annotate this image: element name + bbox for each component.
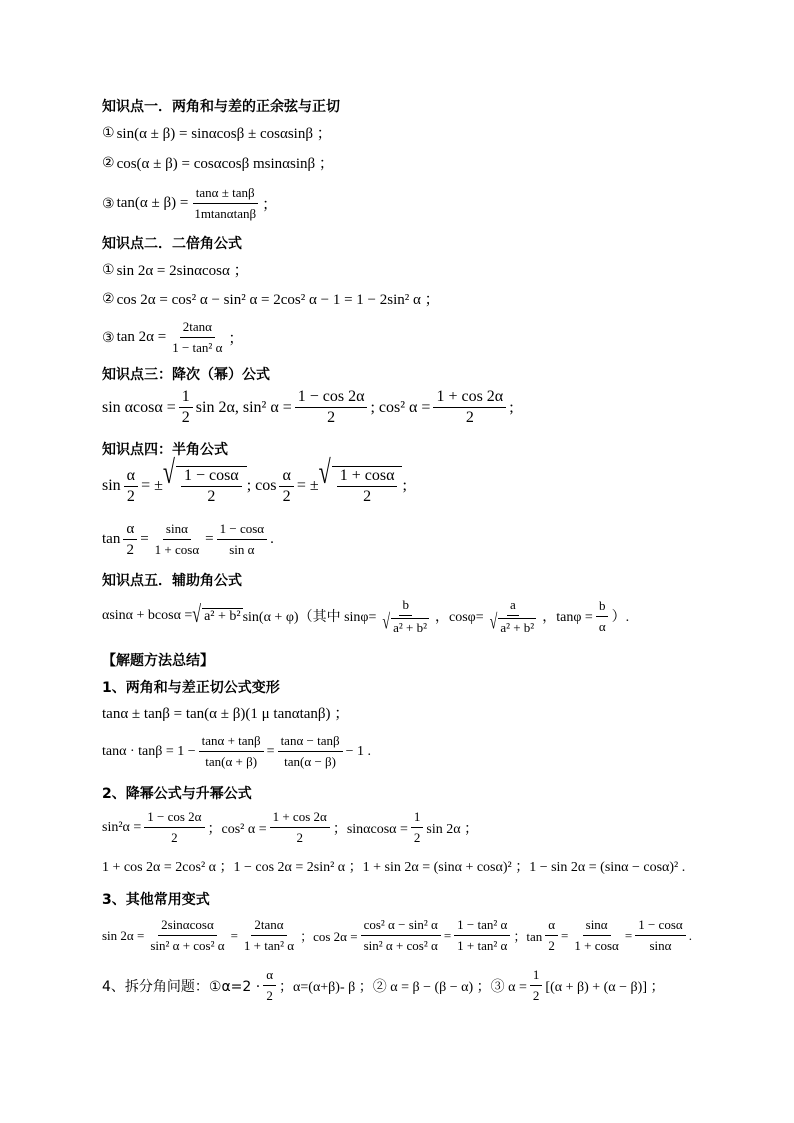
formula-cos-sum: [102, 152, 334, 173]
numerator: tanα ± tanβ: [193, 184, 258, 204]
numerator: α: [263, 966, 276, 986]
formula-text: sin(α ± β) = sinαcosβ ± cosαsinβ ；: [116, 126, 332, 142]
formula-text: sin: [102, 477, 121, 494]
denominator: 2: [126, 542, 134, 558]
formula-half-angle-sin-cos: [102, 453, 407, 506]
numerator: 2tanα: [251, 916, 286, 936]
heading-common-variants: 3、其他常用变式: [102, 892, 210, 908]
numerator: 1 + cosα: [337, 467, 398, 487]
numerator: 1 − cos 2α: [144, 808, 204, 828]
denominator: tan(α + β): [205, 754, 258, 769]
square-root: [318, 453, 403, 506]
denominator: 1 + cosα: [154, 542, 200, 557]
radicand: [176, 466, 247, 506]
heading-section-4: 知识点四：半角公式: [102, 442, 228, 458]
denominator: 2: [126, 487, 135, 505]
fraction: [635, 916, 685, 955]
formula-text: sin αcosα =: [102, 398, 176, 416]
fraction: [147, 916, 227, 955]
fraction: [217, 520, 267, 559]
denominator: [487, 611, 540, 637]
formula-sin-double: [102, 259, 249, 280]
square-root: [192, 602, 242, 628]
fraction: [181, 467, 242, 506]
fraction: [123, 520, 137, 559]
numerator: 1: [530, 966, 543, 986]
equals: =: [205, 531, 214, 547]
fraction: [337, 467, 398, 506]
formula-tan-transform-1: [102, 702, 349, 723]
fraction: [278, 732, 343, 771]
denominator: 2: [363, 488, 372, 505]
denominator: 1 + cosα: [574, 938, 619, 953]
period: .: [270, 531, 274, 547]
formula-text: = ±: [296, 477, 319, 494]
formula-text: tan: [102, 531, 121, 547]
denominator: 2: [413, 830, 421, 845]
numerator: α: [124, 467, 138, 487]
square-root: [489, 611, 537, 637]
radical-sign-icon: √: [192, 602, 202, 628]
numerator: 2sinαcosα: [158, 916, 217, 936]
numerator: tanα + tanβ: [199, 732, 264, 752]
formula-text: ；cos² α =: [207, 821, 267, 837]
numerator: cos² α − sin² α: [361, 916, 441, 936]
formula-auxiliary-angle: [102, 596, 629, 637]
formula-power-reduce: [102, 808, 478, 847]
fraction: [571, 916, 621, 955]
formula-text: cos 2α = cos² α − sin² α = 2cos² α − 1 = 1 − 2sin² α ；: [116, 292, 440, 308]
radical-sign-icon: √: [162, 453, 175, 491]
denominator: 2: [548, 938, 555, 953]
fraction-half: [530, 966, 543, 1005]
heading-section-1: 知识点一．两角和与差的正余弦与正切: [102, 99, 340, 115]
radical-sign-icon: √: [318, 453, 331, 491]
formula-text: sin 2α, sin² α =: [195, 398, 292, 416]
denominator: 1 − tan² α: [172, 340, 223, 355]
circled-3: ③: [102, 195, 115, 212]
numerator: 1 − cosα: [635, 916, 685, 936]
numerator: a: [507, 596, 519, 616]
formula-text: sin(α + φ)（其中 sinφ=: [242, 610, 377, 626]
formula-power-reduction: [102, 388, 514, 427]
semicolon: ；: [262, 197, 278, 213]
radicand: [332, 466, 403, 506]
fraction: [124, 467, 138, 506]
numerator: α: [123, 520, 137, 540]
formula-text: ；tan: [513, 929, 543, 944]
numerator: 1 − cosα: [181, 467, 242, 487]
denominator: 1mtanαtanβ: [194, 206, 257, 221]
circled-2: ②: [102, 154, 115, 171]
numerator: 1 + cos 2α: [433, 388, 506, 408]
formula-tan-double: [102, 318, 243, 357]
formula-text: ；sinαcosα =: [332, 821, 408, 837]
formula-text: tanα · tanβ = 1 −: [102, 743, 196, 759]
radical-sign-icon: √: [382, 611, 391, 634]
formula-text: ；cos 2α =: [300, 929, 358, 944]
fraction: [144, 808, 204, 847]
formula-power-raise: [102, 856, 685, 876]
formula-tan-transform-2: [102, 732, 371, 771]
radical-sign-icon: √: [489, 611, 498, 634]
denominator: α: [598, 618, 606, 634]
heading-power-formulas: 2、降幂公式与升幂公式: [102, 786, 252, 802]
denominator: 2: [207, 488, 216, 505]
formula-text: = ±: [141, 477, 163, 494]
equals: =: [266, 743, 275, 759]
numerator: b: [399, 596, 412, 616]
formula-text: sin 2α =: [102, 927, 145, 943]
fraction: [191, 184, 259, 223]
formula-text: ; cos² α =: [370, 398, 431, 416]
denominator: 2: [296, 830, 303, 845]
semicolon: ；: [228, 331, 244, 347]
circled-3: ③: [102, 329, 115, 346]
equals: =: [443, 927, 452, 943]
numerator: α: [545, 916, 558, 936]
numerator: tanα − tanβ: [278, 732, 343, 752]
fraction: [454, 916, 510, 955]
denominator: [379, 611, 432, 637]
fraction: [596, 597, 609, 636]
circled-1: ①: [102, 124, 115, 141]
formula-common-variants: [102, 916, 692, 955]
formula-text: ，cosφ=: [434, 610, 484, 626]
denominator: tan(α − β): [284, 754, 336, 769]
numerator: 1: [179, 388, 193, 408]
fraction-half: [179, 388, 193, 427]
square-root: [382, 611, 429, 637]
numerator: 1 − tan² α: [454, 916, 510, 936]
formula-text: [(α + β) + (α − β)] ；: [545, 979, 665, 995]
numerator: 1 − cosα: [217, 520, 267, 540]
radicand: a² + b²: [500, 619, 535, 635]
numerator: 1: [411, 808, 424, 828]
formula-sin-sum: [102, 122, 332, 143]
equals: =: [624, 927, 633, 943]
formula-text: ，tanφ =: [542, 610, 593, 626]
formula-tan-sum: [102, 184, 277, 223]
circled-1: ①: [102, 261, 115, 278]
fraction: [487, 596, 540, 637]
formula-text: sin²α =: [102, 819, 142, 835]
formula-text: sin 2α ；: [426, 821, 479, 837]
numerator: 1 − cos 2α: [295, 388, 368, 408]
formula-text: ）.: [611, 610, 630, 626]
angle-split-problem: [102, 966, 664, 1005]
formula-half-angle-tan: [102, 520, 274, 559]
denominator: 2: [266, 988, 273, 1003]
formula-text: cos(α ± β) = cosαcosβ msinαsinβ ；: [116, 156, 334, 172]
formula-text: 4、拆分角问题：①α=2 ·: [102, 978, 261, 995]
numerator: b: [596, 597, 609, 617]
fraction: [169, 318, 225, 357]
radicand: a² + b²: [204, 608, 241, 624]
denominator: 2: [181, 409, 190, 426]
formula-text: tan 2α =: [116, 329, 167, 345]
fraction: [545, 916, 558, 955]
fraction: [361, 916, 441, 955]
denominator: 2: [327, 409, 336, 426]
equals: =: [230, 927, 238, 943]
fraction: [433, 388, 506, 427]
formula-text: αsinα + bcosα =: [102, 608, 193, 624]
formula-text: ；α=(α+β)- β ；② α = β − (β − α) ；③ α =: [279, 979, 527, 995]
heading-section-3: 知识点三：降次（幂）公式: [102, 367, 270, 383]
formula-cos-double: [102, 288, 440, 309]
denominator: sin α: [229, 542, 255, 557]
fraction: [241, 916, 297, 955]
semicolon: ;: [509, 398, 514, 416]
formula-text: ; cos: [246, 477, 277, 494]
square-root: [162, 453, 247, 506]
formula-text: 1 + cos 2α = 2cos² α ；1 − cos 2α = 2sin² α ；1 + sin 2α = (sinα + cosα)² ；1 − sin 2α = (sinα − cosα)² .: [102, 860, 686, 875]
denominator: 2: [282, 487, 291, 505]
fraction: [199, 732, 264, 771]
semicolon: ;: [402, 477, 407, 494]
formula-text: tanα ± tanβ = tan(α ± β)(1 μ tanαtanβ) ；: [102, 706, 350, 722]
denominator: 2: [465, 409, 474, 426]
formula-text: − 1 .: [345, 743, 371, 759]
equals: =: [140, 531, 149, 547]
fraction: [152, 520, 202, 559]
radicand: a² + b²: [393, 619, 427, 635]
heading-summary: 【解题方法总结】: [102, 653, 214, 669]
fraction: [379, 596, 432, 637]
denominator: sin² α + cos² α: [150, 938, 225, 953]
circled-2: ②: [102, 290, 115, 307]
period: .: [688, 927, 692, 943]
fraction: [295, 388, 368, 427]
heading-section-2: 知识点二．二倍角公式: [102, 236, 242, 252]
numerator: 2tanα: [180, 318, 215, 338]
denominator: 1 + tan² α: [243, 938, 295, 953]
fraction: [263, 966, 276, 1005]
heading-tangent-transform: 1、两角和与差正切公式变形: [102, 680, 280, 696]
numerator: sinα: [583, 916, 611, 936]
denominator: sinα: [649, 938, 672, 953]
formula-text: tan(α ± β) =: [116, 195, 189, 211]
formula-text: sin 2α = 2sinαcosα ；: [116, 263, 249, 279]
equals: =: [561, 927, 569, 943]
denominator: 2: [171, 830, 178, 845]
fraction: [270, 808, 330, 847]
denominator: 1 + tan² α: [457, 938, 508, 953]
numerator: 1 + cos 2α: [270, 808, 330, 828]
denominator: 2: [532, 988, 540, 1003]
fraction: [279, 467, 293, 506]
numerator: sinα: [163, 520, 191, 540]
numerator: α: [279, 467, 293, 487]
fraction-half: [411, 808, 424, 847]
denominator: sin² α + cos² α: [363, 938, 438, 953]
heading-section-5: 知识点五．辅助角公式: [102, 573, 242, 589]
